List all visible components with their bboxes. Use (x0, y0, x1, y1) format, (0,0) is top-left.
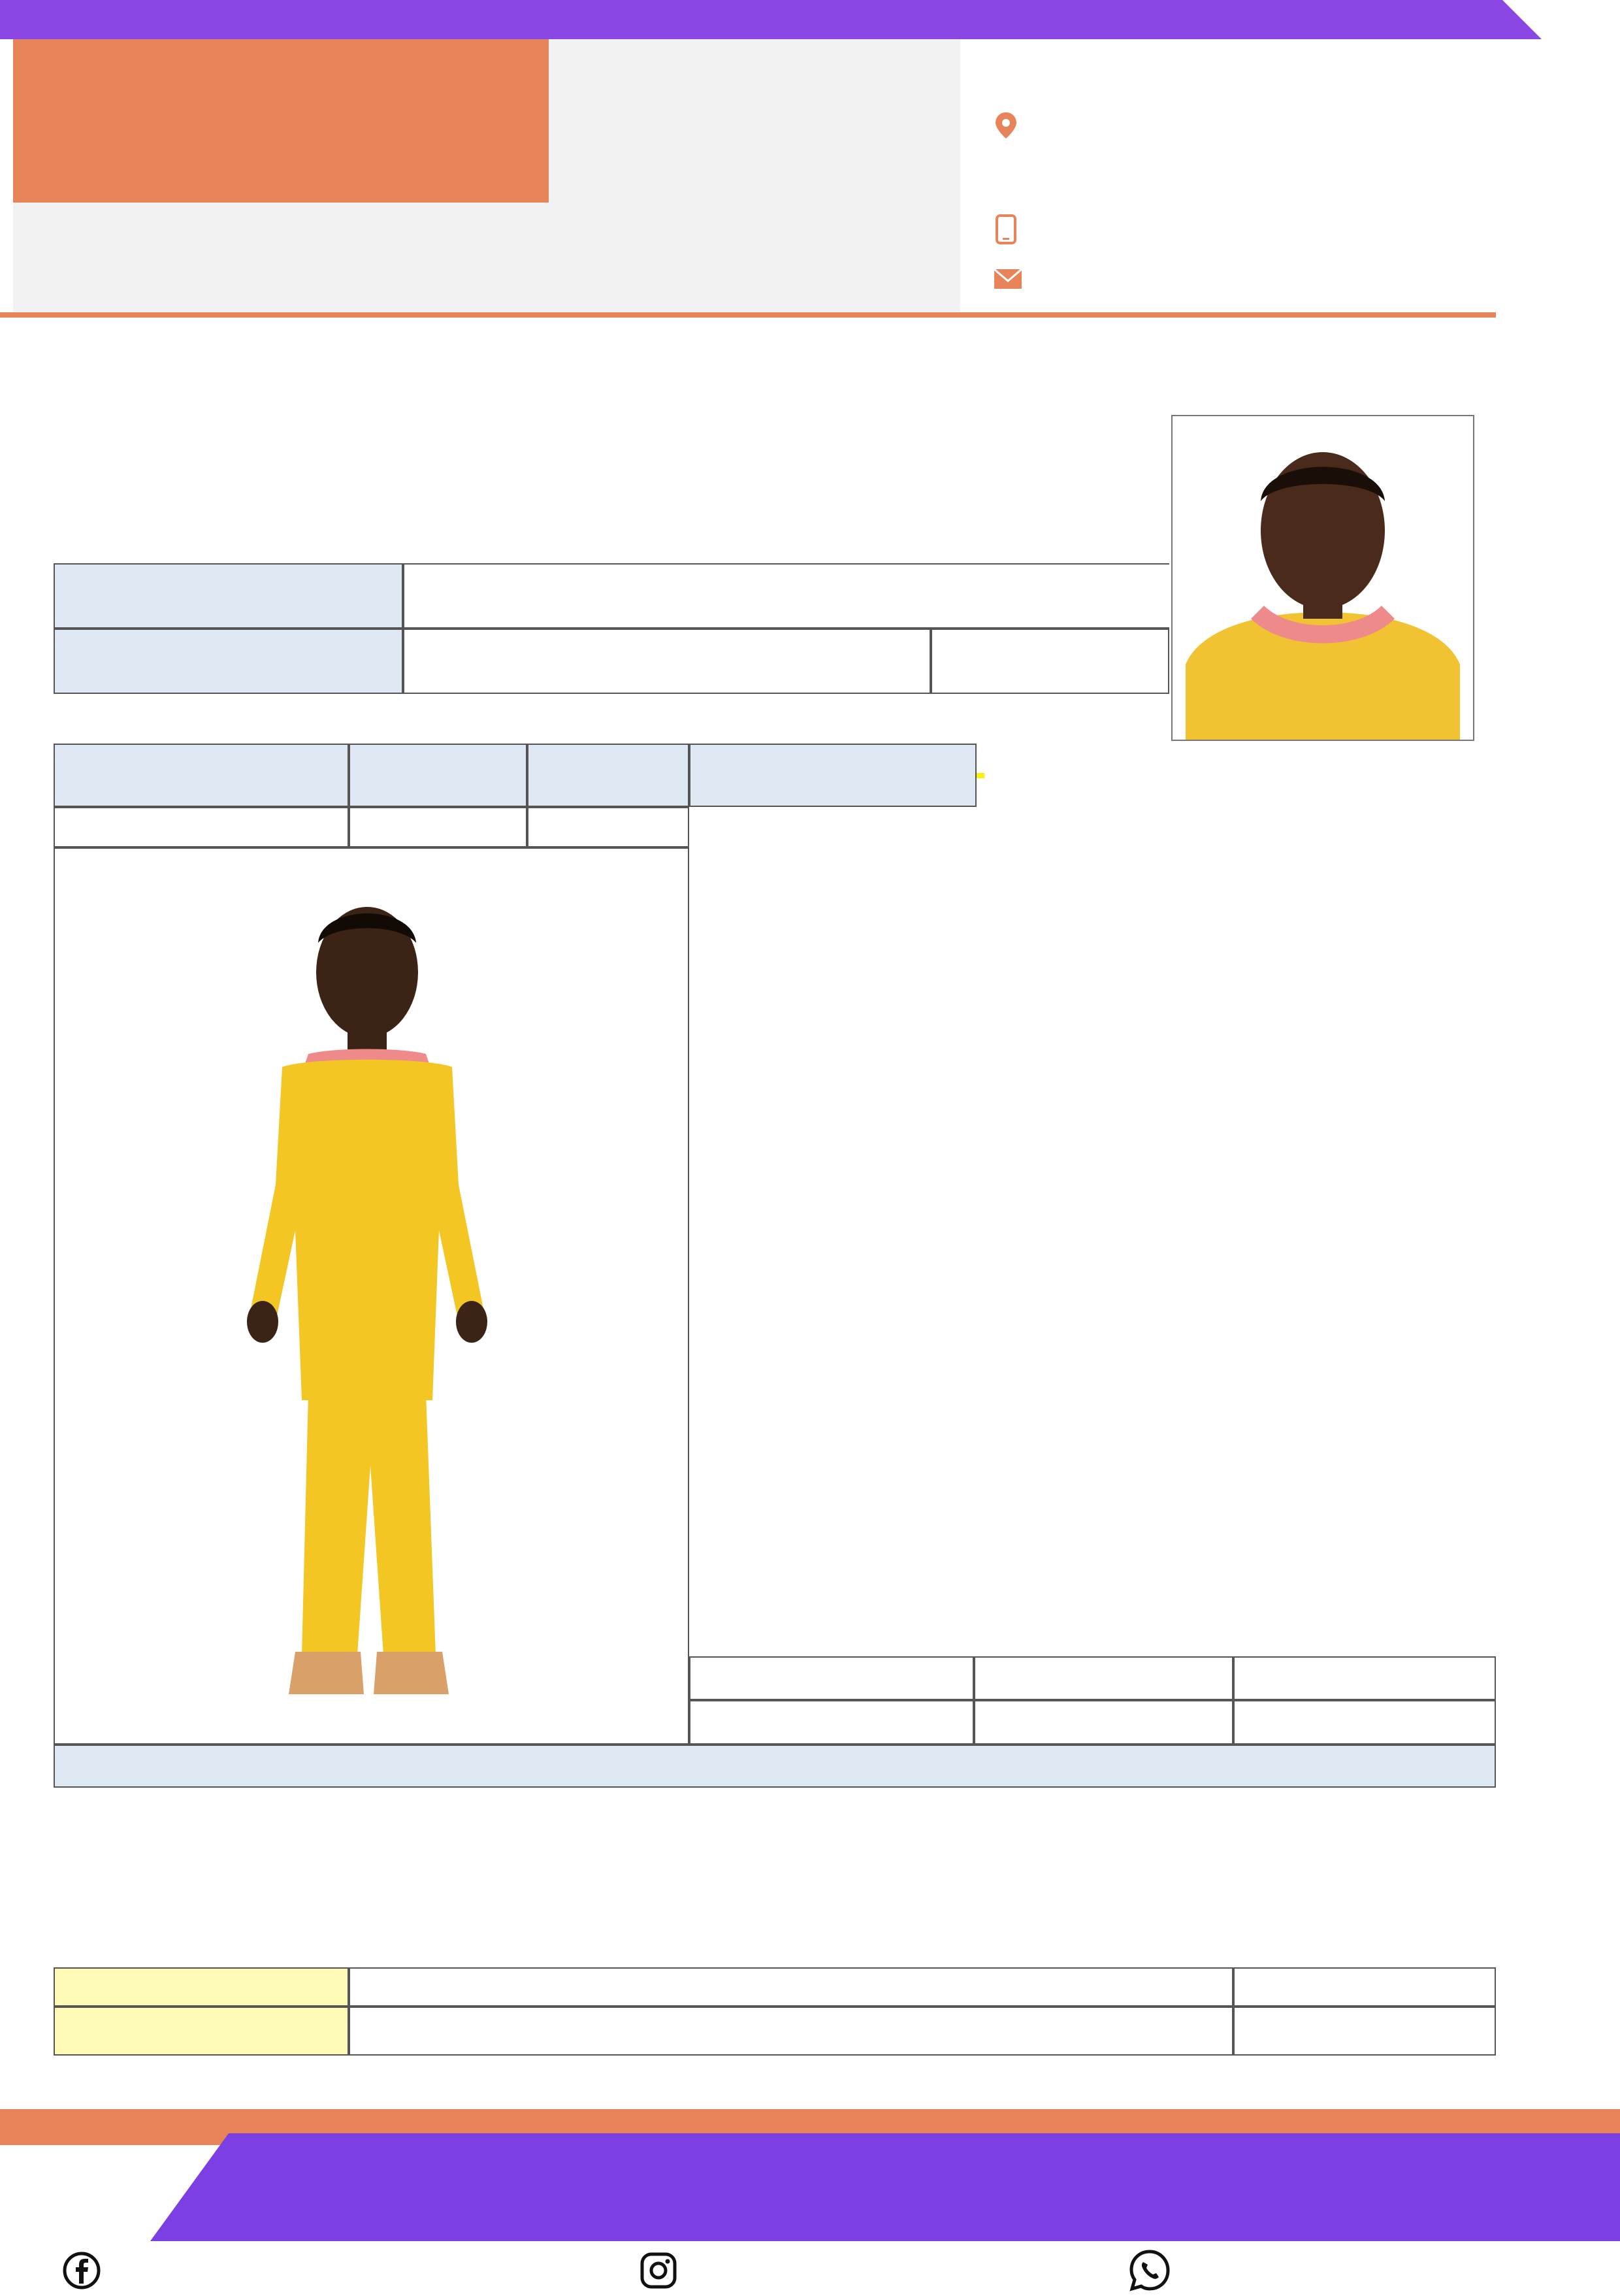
other-skills-arabic (1233, 1967, 1496, 2007)
email-icon (993, 268, 1019, 294)
other-skills-label (54, 1967, 349, 2007)
height-header (349, 744, 527, 807)
position-applied-label (689, 744, 977, 807)
employment-empty-cell (689, 1700, 974, 1745)
other-skills-value (349, 1967, 1233, 2007)
facebook-icon (62, 2251, 101, 2293)
employment-empty-cell (689, 1656, 974, 1700)
remarks-arabic (1233, 2007, 1496, 2056)
phone-icon (993, 214, 1019, 240)
position-applied-cell (977, 744, 1496, 807)
instagram-icon (639, 2251, 678, 2293)
full-body-photo (210, 891, 524, 1707)
contact-value-cell (403, 629, 931, 694)
height-value (349, 807, 527, 847)
main-table (54, 744, 1496, 2056)
contact-label-arabic-cell (931, 629, 1169, 694)
remarks-label (54, 2007, 349, 2056)
footer-purple-band (150, 2133, 1620, 2241)
position-applied-value (977, 773, 984, 778)
name-table (54, 563, 1169, 694)
whatsapp-icon (1127, 2248, 1173, 2296)
top-banner (0, 0, 1620, 39)
religion-header (54, 744, 349, 807)
weight-value (527, 807, 689, 847)
employment-empty-cell (1233, 1656, 1496, 1700)
employment-empty-cell (974, 1656, 1233, 1700)
name-value-cell (403, 563, 1169, 629)
name-label-cell (54, 563, 403, 629)
applicant-photo (1171, 415, 1474, 741)
religion-value (54, 807, 349, 847)
employment-empty-cell (1233, 1700, 1496, 1745)
skills-section-header (54, 1745, 1496, 1788)
remarks-value (349, 2007, 1233, 2056)
header-divider (0, 312, 1496, 318)
contact-label-cell (54, 629, 403, 694)
location-pin-icon (993, 111, 1019, 137)
weight-header (527, 744, 689, 807)
employment-empty-cell (974, 1700, 1233, 1745)
logo-orange-block (13, 39, 549, 203)
